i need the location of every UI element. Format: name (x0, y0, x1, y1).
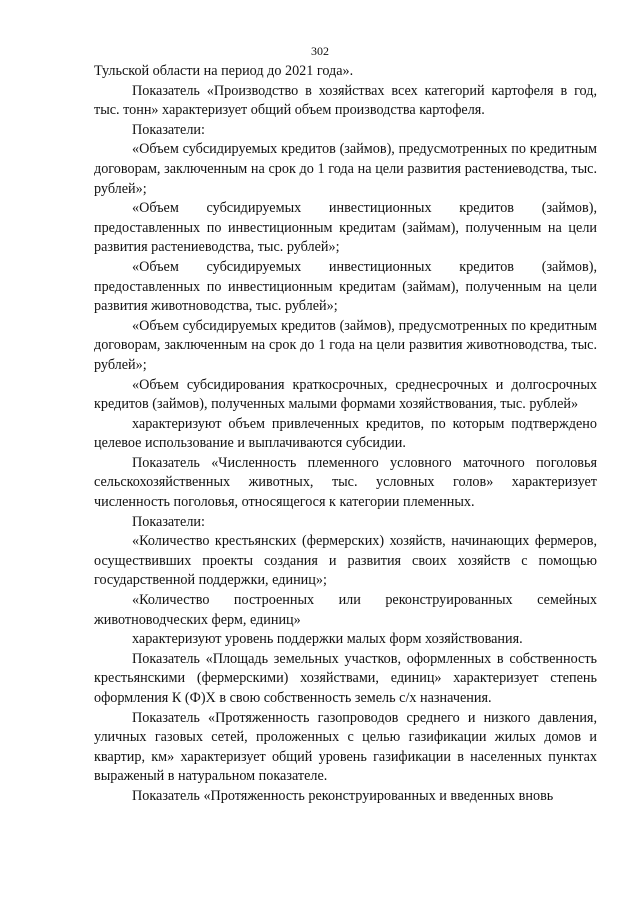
paragraph: характеризуют уровень поддержки малых форм хозяйствования. (132, 631, 523, 648)
paragraph: «Количество построенных или реконструированных семейных животноводческих ферм, единиц» (94, 592, 597, 628)
paragraph: «Объем субсидируемых инвестиционных кредитов (займов), предоставленных по инвестиционным кредитам (займам), полученным на цели развития растениеводства, тыс. рублей»; (94, 200, 597, 256)
page-number: 302 (311, 44, 329, 58)
paragraph: Тульской области на период до 2021 года». (94, 63, 354, 79)
paragraph: «Объем субсидирования краткосрочных, среднесрочных и долгосрочных кредитов (займов), полученных малыми формами хозяйствования, тыс. рублей» (94, 376, 597, 413)
paragraph: характеризуют объем привлеченных кредитов, по которым подтверждено целевое использование и выплачиваются субсидии. (94, 415, 597, 452)
document-body (94, 62, 597, 807)
paragraph: Показатель «Производство в хозяйствах всех категорий картофеля в год, тыс. тонн» характеризует общий объем производства картофеля. (94, 82, 597, 119)
paragraph: Показатель «Площадь земельных участков, оформленных в собственность крестьянскими (фермерскими) хозяйствами, единиц» характеризует степень оформления К (Ф)Х в свою собственность земель с/х назначения. (94, 650, 597, 706)
paragraph: Показатели: (132, 513, 205, 530)
paragraph: Показатель «Протяженность реконструированных и введенных вновь (132, 787, 554, 804)
paragraph: «Количество крестьянских (фермерских) хозяйств, начинающих фермеров, осуществивших проекты создания и развития своих хозяйств с помощью государственной поддержки, единиц»; (94, 533, 597, 589)
paragraph: Показатель «Численность племенного условного маточного поголовья сельскохозяйственных животных, тыс. условных голов» характеризует численность поголовья, относящегося к категории племенных. (94, 454, 597, 511)
paragraph: «Объем субсидируемых инвестиционных кредитов (займов), предоставленных по инвестиционным кредитам (займам), полученным на цели развития животноводства, тыс. рублей»; (94, 258, 597, 315)
paragraph: «Объем субсидируемых кредитов (займов), предусмотренных по кредитным договорам, заключенным на срок до 1 года на цели развития растениеводства, тыс. рублей»; (94, 141, 597, 197)
paragraph: «Объем субсидируемых кредитов (займов), предусмотренных по кредитным договорам, заключенным на срок до 1 года на цели развития животноводства, тыс. рублей»; (94, 317, 597, 373)
paragraph: Показатель «Протяженность газопроводов среднего и низкого давления, уличных газовых сетей, проложенных с целью газификации жилых домов и квартир, км» характеризует общий уровень газификации в населенных пунктах выраженый в натуральном показателе. (94, 709, 597, 785)
paragraph: Показатели: (132, 121, 205, 138)
